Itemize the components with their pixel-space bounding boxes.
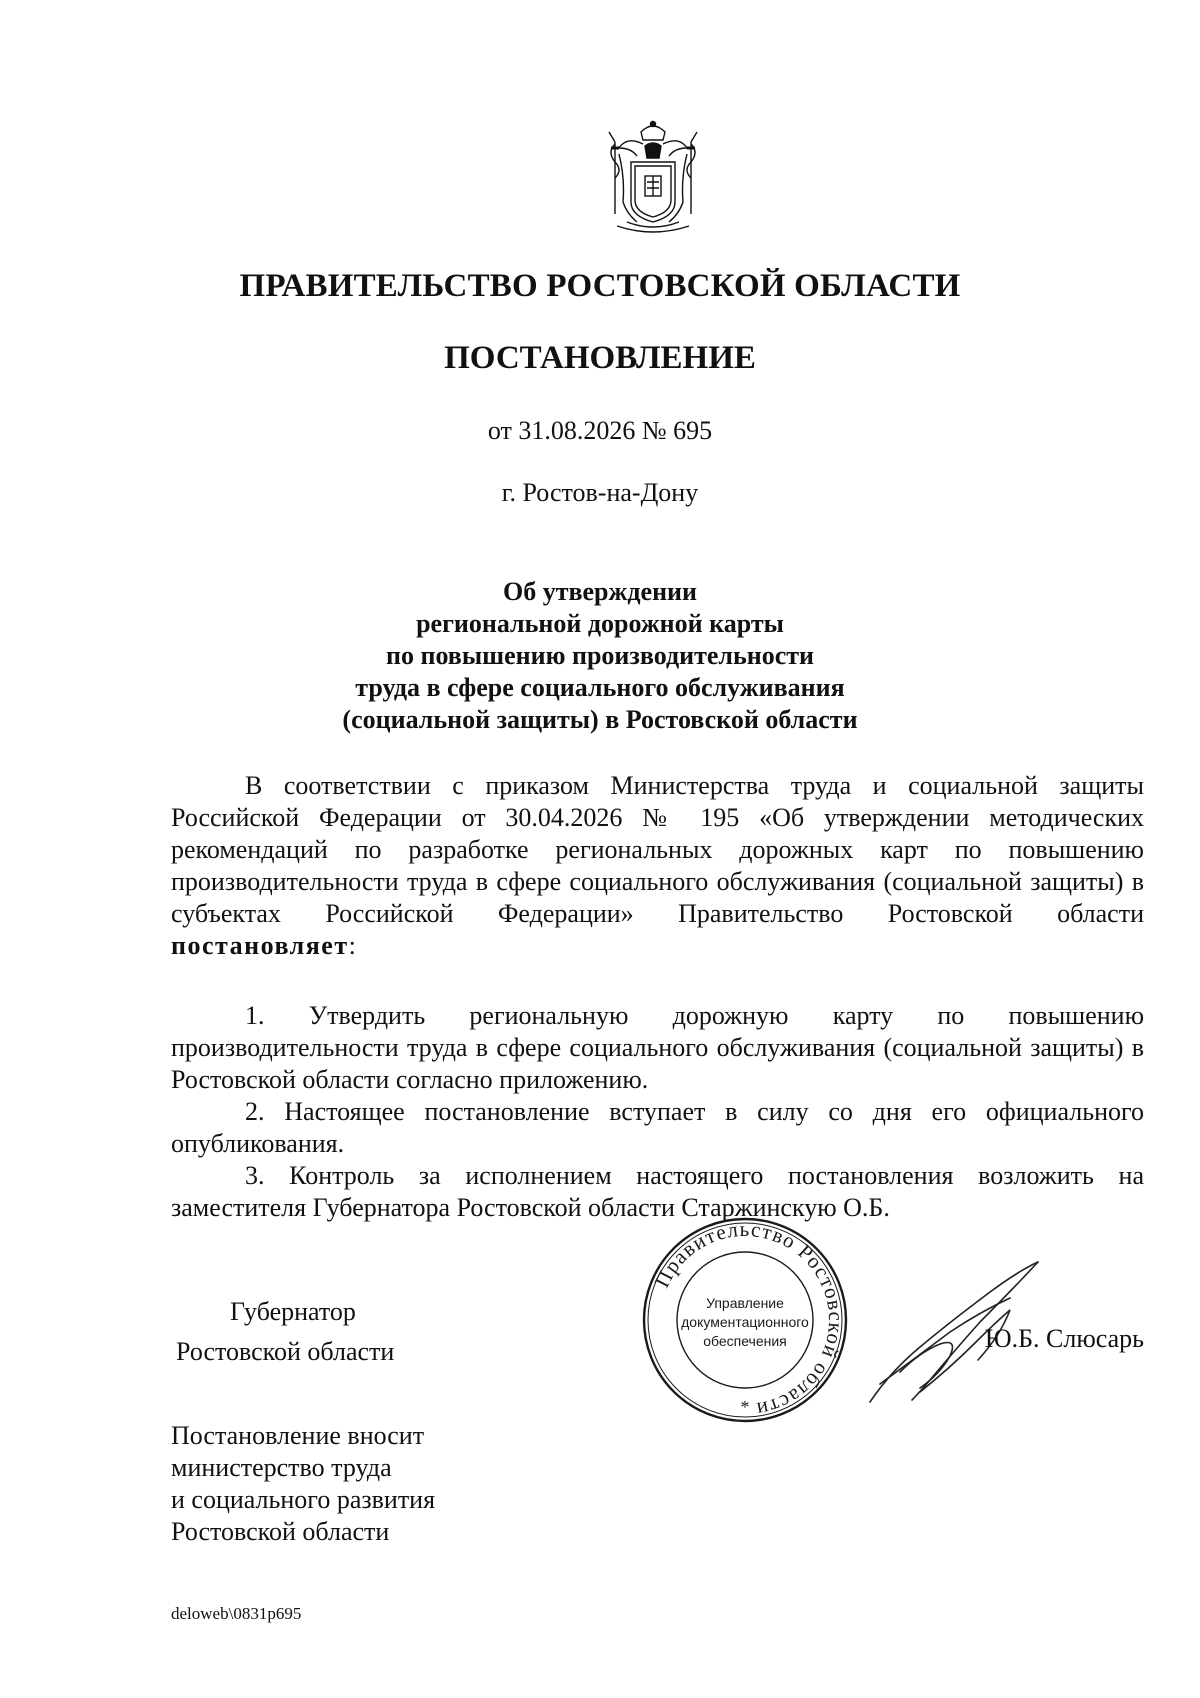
decree-word: постановляет bbox=[171, 931, 349, 960]
coat-of-arms-icon bbox=[597, 118, 709, 240]
introducer-line: министерство труда bbox=[171, 1453, 392, 1482]
introducer-line: Постановление вносит bbox=[171, 1421, 425, 1450]
official-seal-stamp bbox=[640, 1215, 850, 1425]
document-code: deloweb\0831p695 bbox=[171, 1604, 302, 1623]
seal-center-line: обеспечения bbox=[703, 1333, 787, 1349]
preamble bbox=[171, 770, 1144, 962]
government-title: ПРАВИТЕЛЬСТВО РОСТОВСКОЙ ОБЛАСТИ bbox=[239, 268, 961, 304]
document-type: ПОСТАНОВЛЕНИЕ bbox=[444, 340, 756, 376]
introducer-line: и социального развития bbox=[171, 1485, 436, 1514]
seal-star: * bbox=[740, 1397, 750, 1417]
subject-line: по повышению производительности bbox=[385, 641, 814, 670]
position-line: Ростовской области bbox=[176, 1337, 395, 1366]
subject-line: (социальной защиты) в Ростовской области bbox=[342, 705, 858, 734]
document-subject bbox=[0, 576, 1200, 736]
introducer-line: Ростовской области bbox=[171, 1517, 390, 1546]
introducer-note bbox=[171, 1420, 435, 1548]
seal-ring-text: Правительство Ростовской области bbox=[649, 1216, 849, 1423]
signer-name: Ю.Б. Слюсарь bbox=[984, 1324, 1144, 1353]
subject-line: Об утверждении bbox=[502, 577, 698, 606]
resolution-item: 2. Настоящее постановление вступает в силу со дня его официального опубликования. bbox=[171, 1097, 1144, 1158]
seal-center-line: документационного bbox=[681, 1314, 809, 1330]
preamble-colon: : bbox=[348, 931, 356, 960]
document-date-number: от 31.08.2026 № 695 bbox=[487, 416, 713, 445]
preamble-text: В соответствии с приказом Министерства труда и социальной защиты Российской Федерации от 30.04.2026 № 195 «Об утверждении методических рекомендаций по разработке региональных дорожных карт по повышению производительности труда в сфере социального обслуживания (социальной защиты) в субъектах Российской Федерации» Правительство Ростовской области bbox=[171, 771, 1144, 928]
subject-line: региональной дорожной карты bbox=[416, 609, 784, 638]
document-place: г. Ростов-на-Дону bbox=[501, 478, 699, 507]
resolution-item: 1. Утвердить региональную дорожную карту по повышению производительности труда в сфере социального обслуживания (социальной защиты) в Ростовской области согласно приложению. bbox=[171, 1001, 1144, 1094]
resolution-item: 3. Контроль за исполнением настоящего постановления возложить на заместителя Губернатора Ростовской области Старжинскую О.Б. bbox=[171, 1161, 1144, 1222]
signatory-position bbox=[171, 1292, 394, 1372]
resolution-items bbox=[171, 1000, 1144, 1224]
position-line: Губернатор bbox=[230, 1297, 356, 1326]
seal-center-line: Управление bbox=[706, 1295, 784, 1311]
subject-line: труда в сфере социального обслуживания bbox=[355, 673, 845, 702]
